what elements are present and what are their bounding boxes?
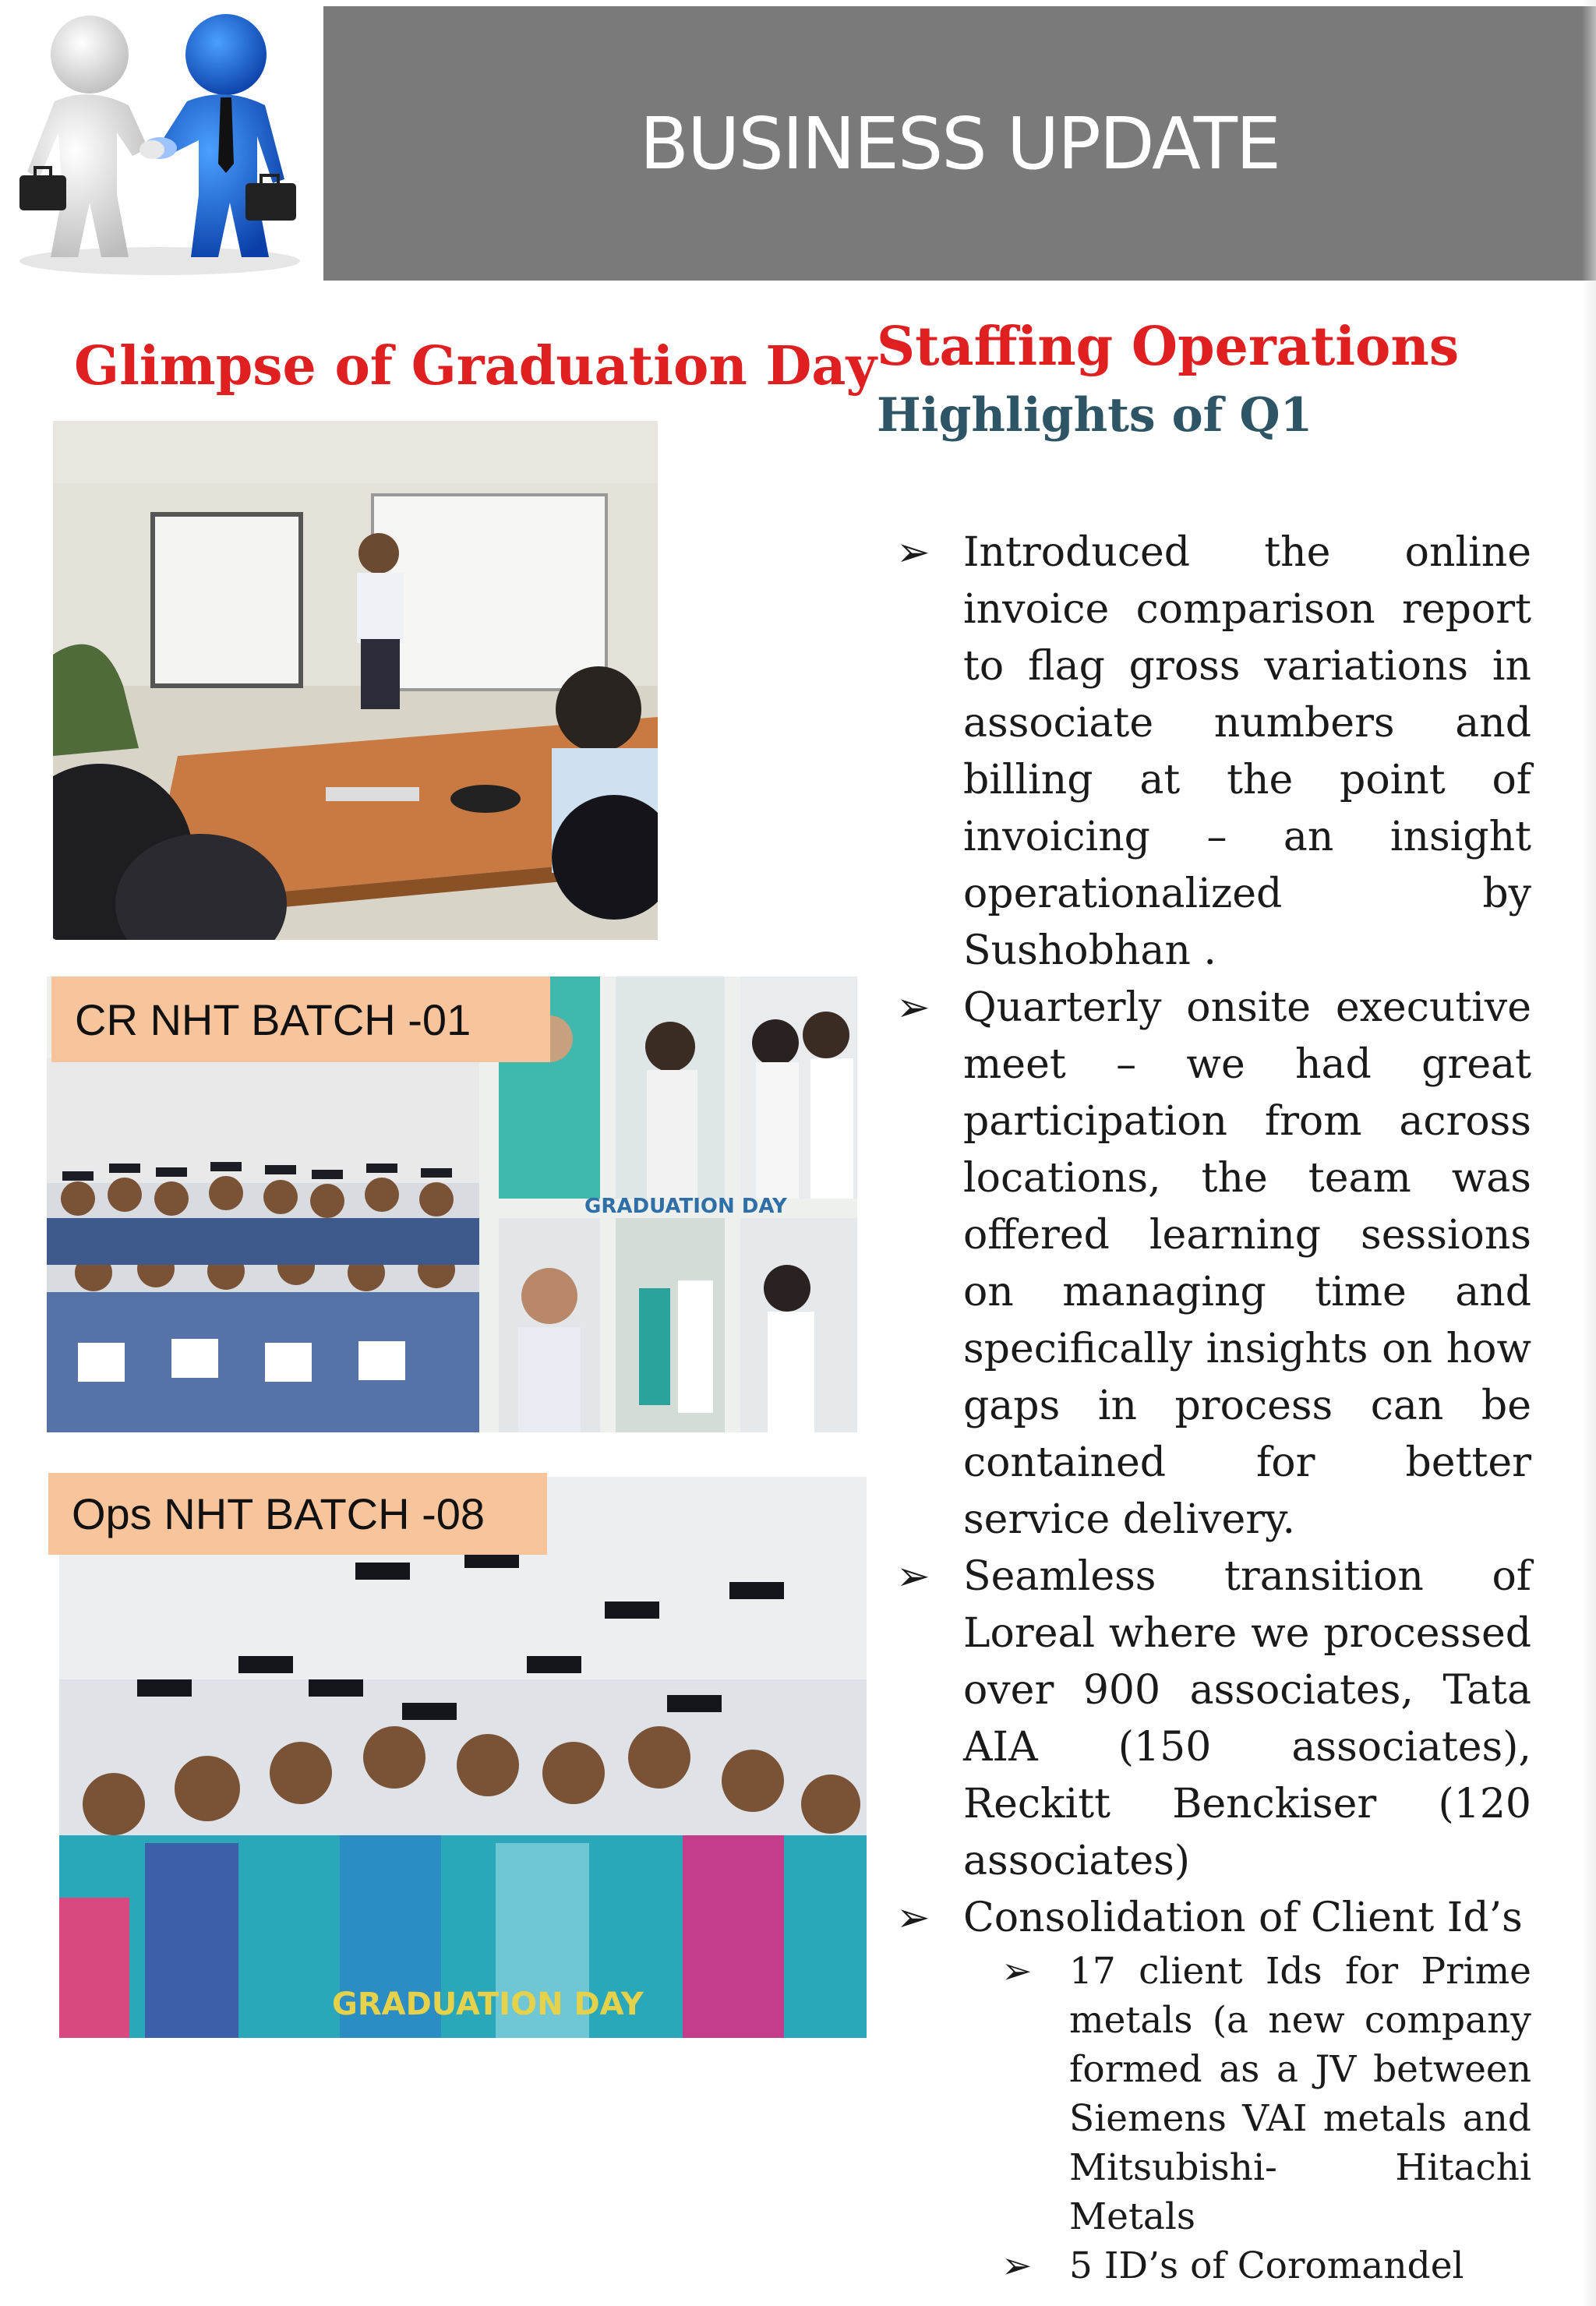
sub-list (896, 1947, 1531, 2290)
list-item: ➢ Consolidation of Client Id’s (896, 1890, 1531, 1947)
arrow-bullet-icon: ➢ (1001, 2244, 1033, 2287)
cr-batch-label: CR NHT BATCH -01 (51, 976, 550, 1062)
sub-list-item: ➢ 17 client Ids for Prime metals (a new company formed as a JV between Siemens VAI metals and Mitsubishi- Hitachi Metals (896, 1947, 1531, 2241)
page-edge-shadow (1582, 0, 1596, 2306)
arrow-bullet-icon: ➢ (896, 1553, 930, 1600)
arrow-bullet-icon: ➢ (896, 529, 930, 576)
collage-caption: GRADUATION DAY (584, 1195, 787, 1218)
arrow-bullet-icon: ➢ (896, 1895, 930, 1941)
arrow-bullet-icon: ➢ (896, 984, 930, 1031)
highlights-list (896, 524, 1531, 2290)
staffing-heading: Staffing Operations (877, 316, 1460, 378)
header-bar (323, 6, 1596, 281)
ops-batch-label: Ops NHT BATCH -08 (48, 1473, 547, 1555)
photo-caption: GRADUATION DAY (332, 1986, 644, 2022)
ops-batch-photo (59, 1477, 867, 2038)
arrow-bullet-icon: ➢ (1001, 1950, 1033, 1993)
graduation-heading: Glimpse of Graduation Day (74, 335, 877, 397)
sub-list-item: ➢ 5 ID’s of Coromandel (896, 2241, 1531, 2290)
handshake-logo (0, 0, 323, 281)
list-item: ➢ Seamless transition of Loreal where we processed over 900 associates, Tata AIA (150 associates), Reckitt Benckiser (120 associates) (896, 1549, 1531, 1890)
list-item: ➢ Quarterly onsite executive meet – we had great participation from across locations, the team was offered learning sessions on managing time and specifically insights on how gaps in process can be contained for better service delivery. (896, 980, 1531, 1549)
highlights-subheading: Highlights of Q1 (877, 388, 1313, 443)
page-title: BUSINESS UPDATE (639, 101, 1280, 185)
classroom-photo (53, 421, 658, 940)
list-item: ➢ Introduced the online invoice comparison report to flag gross variations in associate numbers and billing at the point of invoicing – an insight operationalized by Sushobhan . (896, 524, 1531, 980)
